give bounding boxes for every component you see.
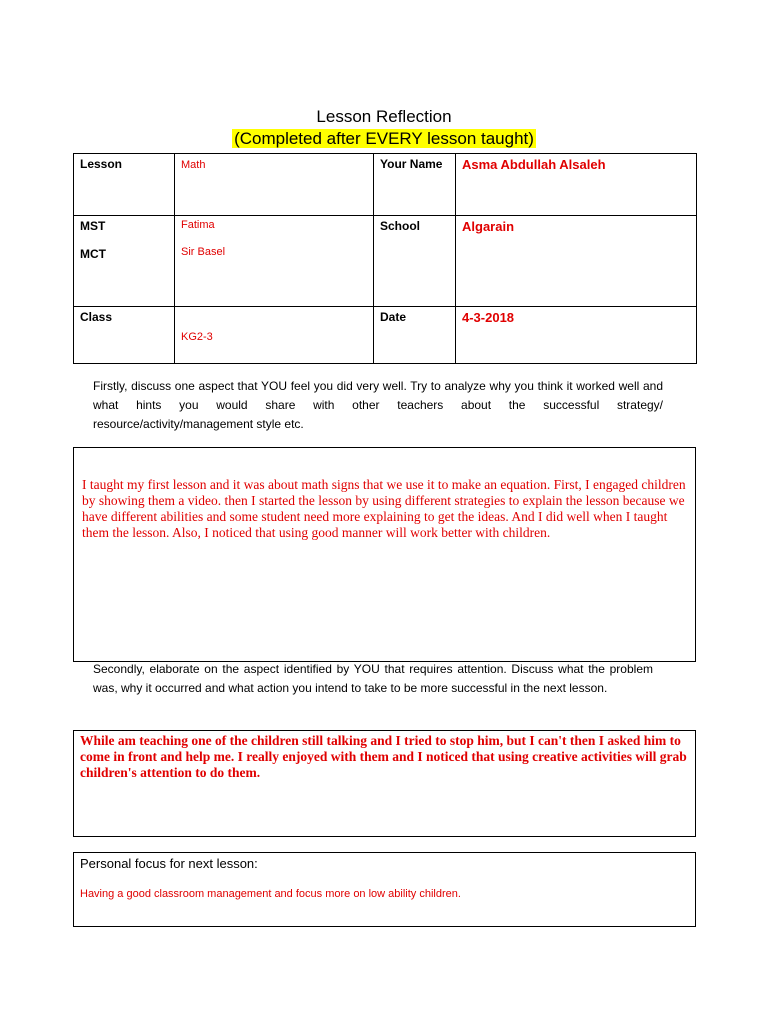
section1-prompt: Firstly, discuss one aspect that YOU feel you did very well. Try to analyze why you think it worked well and what hints you would share with other teachers about the successful strategy/ resource/activity/management style etc. bbox=[93, 379, 663, 431]
lesson-value-cell[interactable] bbox=[175, 154, 374, 216]
name-value-cell[interactable] bbox=[456, 154, 697, 216]
page-title: Lesson Reflection bbox=[316, 107, 452, 126]
lesson-info-table bbox=[73, 153, 697, 364]
name-label-cell bbox=[374, 154, 456, 216]
mct-label: MCT bbox=[80, 247, 106, 261]
section3-box[interactable] bbox=[73, 852, 696, 927]
lesson-label: Lesson bbox=[80, 157, 123, 171]
date-label: Date bbox=[380, 310, 407, 324]
subtitle-wrap bbox=[0, 128, 768, 151]
school-value: Algarain bbox=[462, 219, 515, 234]
mct-value: Sir Basel bbox=[181, 246, 226, 258]
school-label-cell bbox=[374, 216, 456, 307]
class-label: Class bbox=[80, 310, 113, 324]
lesson-label-cell bbox=[74, 154, 175, 216]
mst-value: Fatima bbox=[181, 219, 215, 231]
section1-response: I taught my first lesson and it was about math signs that we use it to make an equation. First, I engaged children by showing them a video. then I started the lesson by using different strategies to explain the lesson because we have different abilities and some student need more explaining to get the ideas. And I did well when I taught them the lesson. Also, I noticed that using good manner will work better with children. bbox=[82, 477, 686, 540]
lesson-value: Math bbox=[181, 159, 206, 171]
date-label-cell bbox=[374, 307, 456, 364]
name-label: Your Name bbox=[380, 157, 443, 171]
section3-label: Personal focus for next lesson: bbox=[80, 856, 258, 871]
date-value: 4-3-2018 bbox=[462, 310, 515, 325]
section2-response: While am teaching one of the children still talking and I tried to stop him, but I can't then I asked him to come in front and help me. I really enjoyed with them and I noticed that using creative activities will grab children's attention to do them. bbox=[80, 733, 687, 780]
info-row-class bbox=[74, 307, 697, 364]
section2-prompt: Secondly, elaborate on the aspect identified by YOU that requires attention. Discuss what the problem was, why it occurred and what action you intend to take to be more successful in the next lesson. bbox=[93, 662, 653, 695]
date-value-cell[interactable] bbox=[456, 307, 697, 364]
class-value-cell[interactable] bbox=[175, 307, 374, 364]
mst-mct-value-cell[interactable] bbox=[175, 216, 374, 307]
info-row-mst bbox=[74, 216, 697, 307]
page-subtitle: (Completed after EVERY lesson taught) bbox=[234, 129, 534, 148]
school-value-cell[interactable] bbox=[456, 216, 697, 307]
mst-mct-label-cell bbox=[74, 216, 175, 307]
class-value: KG2-3 bbox=[181, 331, 213, 343]
section3-response: Having a good classroom management and focus more on low ability children. bbox=[80, 888, 461, 900]
class-label-cell bbox=[74, 307, 175, 364]
section2-response-box[interactable] bbox=[73, 730, 696, 837]
school-label: School bbox=[380, 219, 421, 233]
mst-label: MST bbox=[80, 219, 106, 233]
name-value: Asma Abdullah Alsaleh bbox=[462, 157, 606, 172]
section1-response-box[interactable] bbox=[73, 447, 696, 662]
info-row-lesson bbox=[74, 154, 697, 216]
